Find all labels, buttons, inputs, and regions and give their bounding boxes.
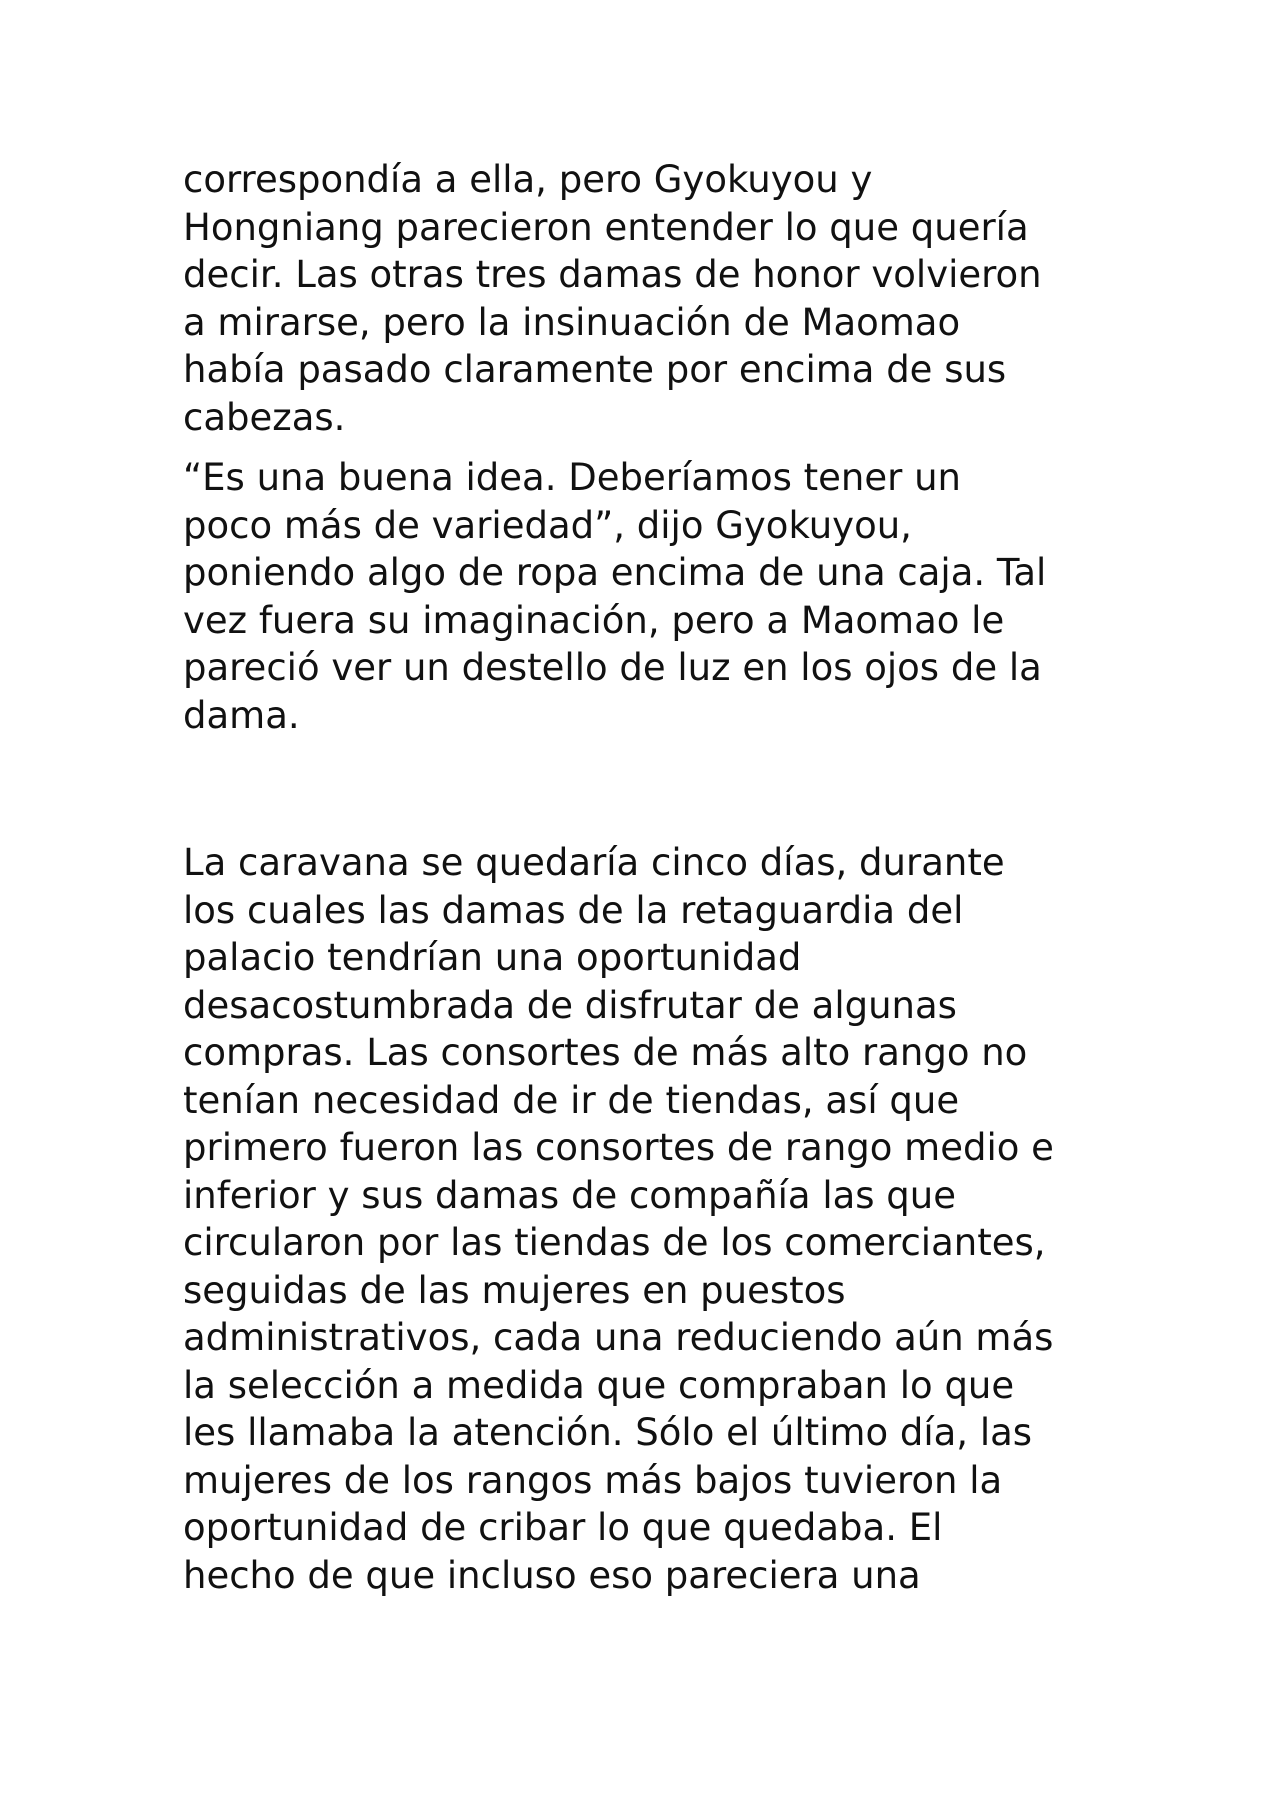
- text-line: oportunidad de cribar lo que quedaba. El: [183, 1506, 943, 1549]
- body-text: [183, 156, 1113, 1599]
- text-line: vez fuera su imaginación, pero a Maomao le: [183, 598, 1005, 642]
- text-line: Hongniang parecieron entender lo que quería: [183, 205, 1029, 249]
- text-line: dama.: [183, 693, 300, 737]
- text-line: La caravana se quedaría cinco días, durante: [183, 841, 1005, 884]
- paragraph-2: [183, 454, 1113, 739]
- text-line: los cuales las damas de la retaguardia del: [183, 888, 964, 932]
- paragraph-spacer: [183, 441, 1113, 454]
- text-line: mujeres de los rangos más bajos tuvieron la: [183, 1458, 1003, 1502]
- text-line: poniendo algo de ropa encima de una caja. Tal: [183, 551, 1047, 594]
- text-line: seguidas de las mujeres en puestos: [183, 1268, 846, 1312]
- text-line: poco más de variedad”, dijo Gyokuyou,: [183, 503, 912, 547]
- section-break: [183, 739, 1113, 839]
- text-line: hecho de que incluso eso pareciera una: [183, 1553, 921, 1597]
- text-line: compras. Las consortes de más alto rango no: [183, 1031, 1028, 1074]
- text-line: pareció ver un destello de luz en los ojos de la: [183, 646, 1042, 689]
- text-line: “Es una buena idea. Deberíamos tener un: [183, 456, 961, 499]
- text-line: circularon por las tiendas de los comerciantes,: [183, 1221, 1046, 1264]
- text-line: administrativos, cada una reduciendo aún más: [183, 1316, 1054, 1359]
- text-line: decir. Las otras tres damas de honor volvieron: [183, 253, 1042, 296]
- text-line: había pasado claramente por encima de sus: [183, 348, 1007, 391]
- text-line: primero fueron las consortes de rango medio e: [183, 1126, 1054, 1169]
- text-line: correspondía a ella, pero Gyokuyou y: [183, 158, 873, 201]
- paragraph-1: [183, 156, 1113, 441]
- text-line: les llamaba la atención. Sólo el último día, las: [183, 1411, 1033, 1454]
- paragraph-3: [183, 839, 1113, 1599]
- text-line: inferior y sus damas de compañía las que: [183, 1173, 957, 1217]
- text-line: la selección a medida que compraban lo que: [183, 1363, 1015, 1407]
- text-line: a mirarse, pero la insinuación de Maomao: [183, 300, 961, 344]
- text-line: desacostumbrada de disfrutar de algunas: [183, 983, 957, 1027]
- text-line: palacio tendrían una oportunidad: [183, 936, 802, 979]
- text-line: tenían necesidad de ir de tiendas, así que: [183, 1078, 960, 1122]
- text-line: cabezas.: [183, 395, 346, 439]
